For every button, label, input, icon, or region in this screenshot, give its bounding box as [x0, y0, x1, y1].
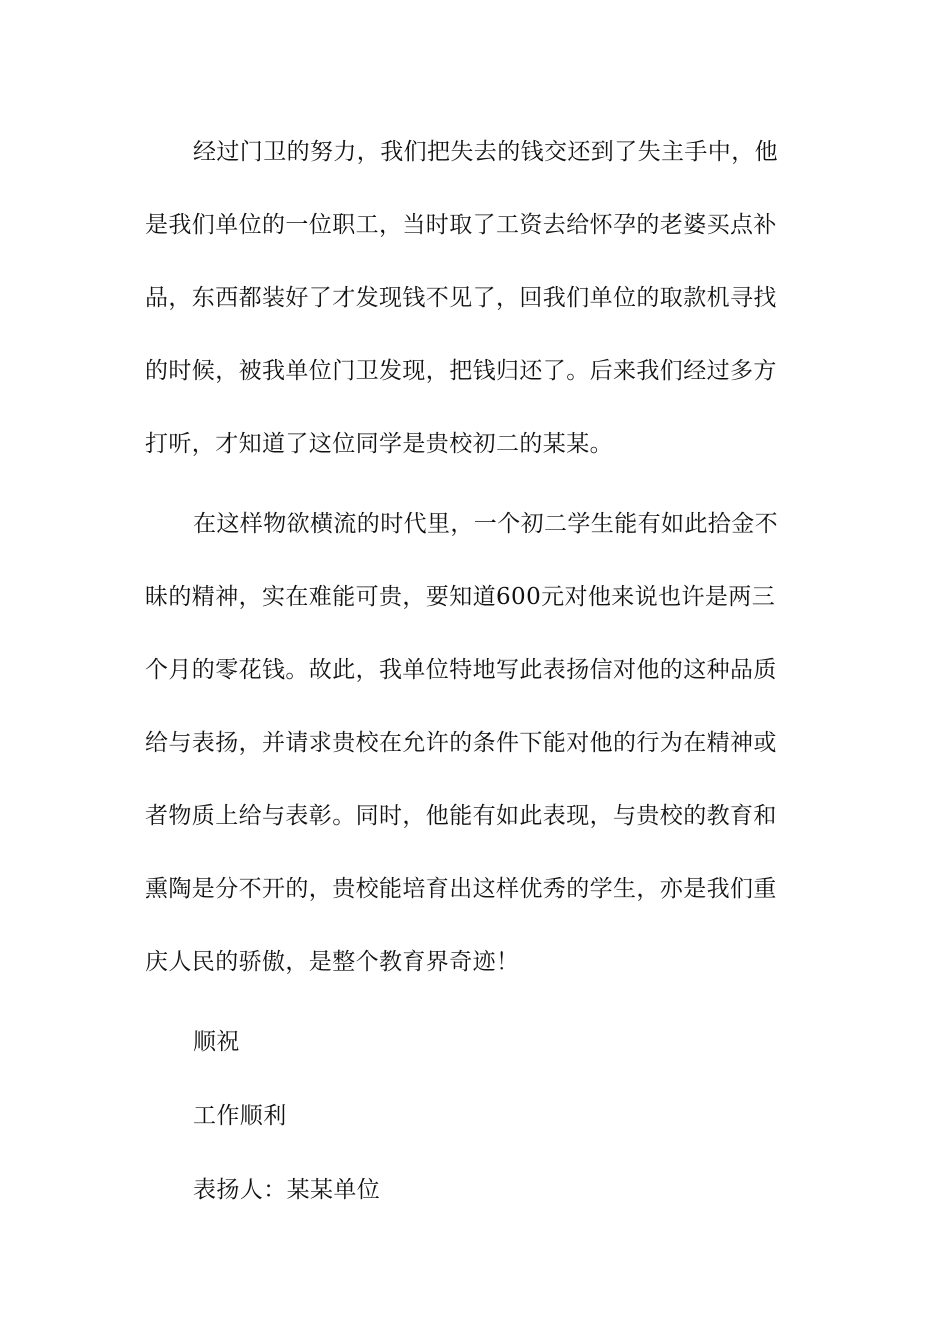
paragraph-2-line-5: 者物质上给与表彰。同时，他能有如此表现，与贵校的教育和	[145, 803, 777, 829]
paragraph-2-line-6: 熏陶是分不开的，贵校能培育出这样优秀的学生，亦是我们重	[145, 876, 777, 902]
paragraph-1-line-1: 经过门卫的努力，我们把失去的钱交还到了失主手中，他	[193, 139, 778, 165]
paragraph-2-line-1: 在这样物欲横流的时代里，一个初二学生能有如此拾金不	[193, 511, 778, 537]
paragraph-1-line-2: 是我们单位的一位职工，当时取了工资去给怀孕的老婆买点补	[145, 212, 777, 238]
signature-text: 表扬人：某某单位	[193, 1177, 381, 1203]
paragraph-2-line-7: 庆人民的骄傲，是整个教育界奇迹！	[145, 949, 520, 975]
paragraph-1-line-4: 的时候，被我单位门卫发现，把钱归还了。后来我们经过多方	[145, 358, 777, 384]
closing-text: 顺祝	[193, 1029, 240, 1055]
paragraph-2-line-3: 个月的零花钱。故此，我单位特地写此表扬信对他的这种品质	[145, 657, 777, 683]
wish-text: 工作顺利	[193, 1103, 287, 1129]
paragraph-1-line-3: 品，东西都装好了才发现钱不见了，回我们单位的取款机寻找	[145, 285, 777, 311]
paragraph-2-line-4: 给与表扬，并请求贵校在允许的条件下能对他的行为在精神或	[145, 730, 777, 756]
paragraph-1-line-5: 打听，才知道了这位同学是贵校初二的某某。	[145, 431, 613, 457]
paragraph-2-line-2: 昧的精神，实在难能可贵，要知道600元对他来说也许是两三	[145, 584, 776, 610]
